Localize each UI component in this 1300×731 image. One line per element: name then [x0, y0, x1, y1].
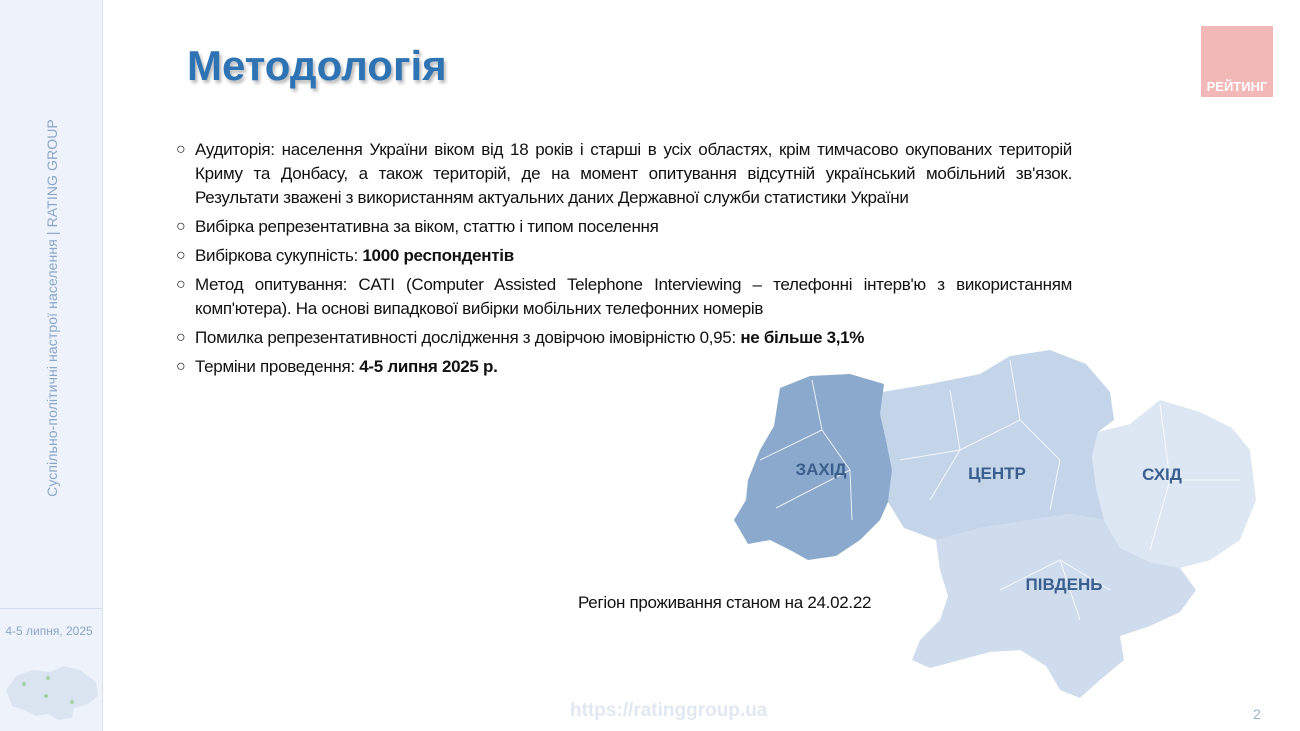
item-highlight: 1000 респондентів: [362, 246, 514, 265]
list-item: [176, 215, 1072, 239]
map-caption: Регіон проживання станом на 24.02.22: [578, 593, 872, 612]
item-highlight: 4-5 липня 2025 р.: [359, 357, 498, 376]
map-region-center: [880, 350, 1114, 540]
item-text: Помилка репрезентативності дослідження з довірчою імовірністю 0,95:: [195, 328, 741, 347]
item-text: Аудиторія: населення України віком від 18 років і старші в усіх областях, крім тимчасово окупованих територій Криму та Донбасу, а також територій, де на момент опитування відсутній український мобільний зв'язок. Результати зважені з використанням актуальних даних Державної служби статистики України: [195, 140, 1072, 207]
sidebar-divider: [0, 608, 102, 609]
sidebar-date: 4-5 липня, 2025: [5, 624, 93, 638]
website-link[interactable]: https://ratinggroup.ua: [570, 700, 768, 721]
ukraine-regions-map: [728, 346, 1260, 706]
item-highlight: не більше 3,1%: [740, 328, 865, 347]
list-item: [176, 138, 1072, 210]
list-item: [176, 244, 1072, 268]
map-label-west: ЗАХІД: [795, 460, 847, 479]
rating-logo: РЕЙТИНГ: [1201, 26, 1273, 97]
item-text: Вибіркова сукупність:: [195, 246, 363, 265]
bullet-icon: ○: [176, 218, 186, 235]
sidebar-title: Суспільно-політичні настрої населення | RATING GROUP: [44, 119, 60, 497]
item-text: Метод опитування: CATI (Computer Assisted Telephone Interviewing – телефонні інтерв'ю з використанням комп'ютера). На основі випадкової вибірки мобільних телефонних номерів: [195, 275, 1072, 318]
item-text: Терміни проведення:: [195, 357, 360, 376]
bullet-icon: ○: [176, 276, 186, 293]
map-label-east: СХІД: [1142, 465, 1182, 484]
bullet-icon: ○: [176, 141, 186, 158]
list-item: [176, 273, 1072, 321]
bullet-icon: ○: [176, 329, 186, 346]
mini-map-icon: [2, 660, 100, 728]
page-title: Методологія: [187, 42, 447, 89]
map-label-center: ЦЕНТР: [968, 464, 1026, 483]
sidebar: [0, 0, 103, 731]
bullet-icon: ○: [176, 358, 186, 375]
bullet-icon: ○: [176, 247, 186, 264]
item-text: Вибірка репрезентативна за віком, статтю і типом поселення: [195, 217, 659, 236]
map-label-south: ПІВДЕНЬ: [1025, 575, 1103, 594]
page-number: 2: [1253, 706, 1261, 722]
